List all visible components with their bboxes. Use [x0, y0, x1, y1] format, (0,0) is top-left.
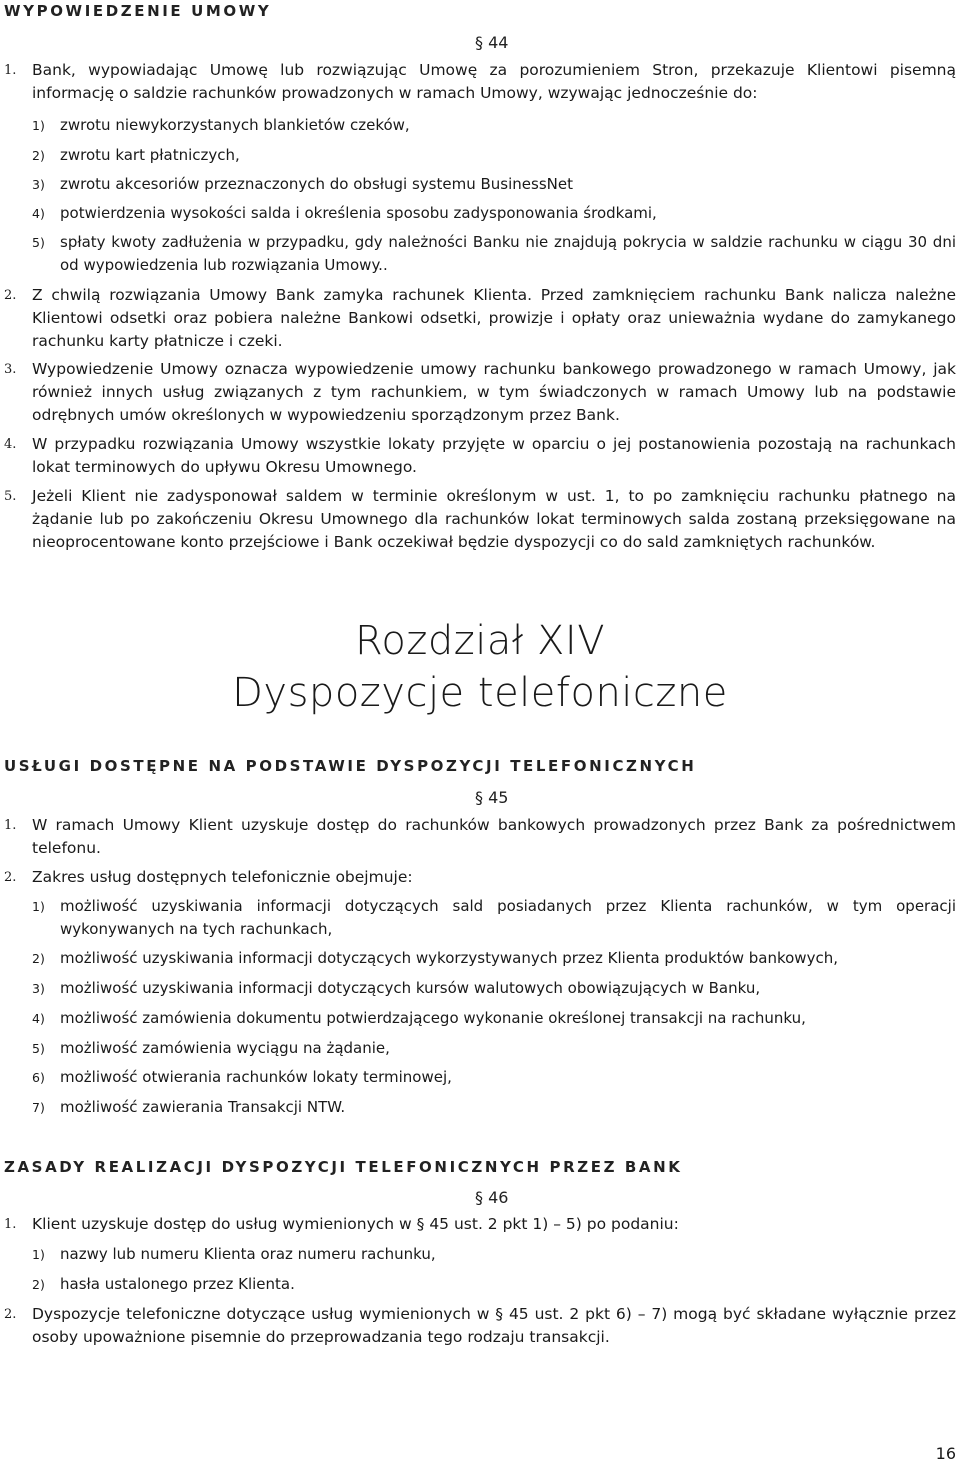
page-number: 16 [935, 1444, 956, 1463]
sub-list-item: 2) możliwość uzyskiwania informacji dotyczących wykorzystywanych przez Klienta produktów bankowych, [32, 949, 838, 967]
list-item: 1. Bank, wypowiadając Umowę lub rozwiązując Umowę za porozumieniem Stron, przekazuje Klientowi pisemną informację o saldzie rachunków prowadzonych w ramach Umowy, wzywając jednocześnie do: [4, 61, 956, 102]
list-item: 2. Zakres usług dostępnych telefonicznie obejmuje: [4, 868, 413, 886]
paragraph-mark-44: § 44 [475, 33, 509, 52]
sub-list-item: 7) możliwość zawierania Transakcji NTW. [32, 1098, 346, 1116]
paragraph-mark-46: § 46 [475, 1188, 509, 1207]
list-item: 1. Klient uzyskuje dostęp do usług wymienionych w § 45 ust. 2 pkt 1) – 5) po podaniu: [4, 1215, 679, 1233]
sub-list-item: 5) możliwość zamówienia wyciągu na żądanie, [32, 1039, 390, 1057]
paragraph-mark-45: § 45 [475, 788, 509, 807]
list-item: 3. Wypowiedzenie Umowy oznacza wypowiedzenie umowy rachunku bankowego prowadzonego w ramach Umowy, jak również innych usług związanych z tym rachunkiem, w tym świadczonych w ramach Umowy lub na podstawie odrębnych umów określonych w wypowiedzeniu sporządzonym przez Bank. [4, 360, 956, 424]
chapter-number: Rozdział XIV [354, 618, 606, 664]
list-item: 1. W ramach Umowy Klient uzyskuje dostęp do rachunków bankowych prowadzonych przez Bank za pośrednictwem telefonu. [4, 816, 956, 857]
sub-list-item: 5) spłaty kwoty zadłużenia w przypadku, gdy należności Banku nie znajdują pokrycia w saldzie rachunku w ciągu 30 dni od wypowiedzenia lub rozwiązania Umowy.. [32, 233, 956, 274]
list-item: 4. W przypadku rozwiązania Umowy wszystkie lokaty przyjęte w oparciu o jej postanowienia pozostają na rachunkach lokat terminowych do upływu Okresu Umownego. [4, 435, 956, 476]
list-item: 2. Z chwilą rozwiązania Umowy Bank zamyka rachunek Klienta. Przed zamknięciem rachunku Bank nalicza należne Klientowi odsetki oraz pobiera należne Bankowi odsetki, prowizje i opłaty oraz unieważnia wydane do zamykanego rachunku karty płatnicze i czeki. [4, 286, 956, 350]
chapter-title: Dyspozycje telefoniczne [232, 670, 728, 716]
section-heading-phone-services: USŁUGI DOSTĘPNE NA PODSTAWIE DYSPOZYCJI TELEFONICZNYCH [4, 757, 697, 775]
sub-list-item: 4) możliwość zamówienia dokumentu potwierdzającego wykonanie określonej transakcji na rachunku, [32, 1009, 806, 1027]
sub-list-item: 3) możliwość uzyskiwania informacji dotyczących kursów walutowych obowiązujących w Banku, [32, 979, 761, 997]
list-item: 5. Jeżeli Klient nie zadysponował saldem w terminie określonym w ust. 1, to po zamknięciu rachunku płatnego na żądanie lub po zakończeniu Okresu Umownego dla rachunków lokat terminowych salda zostaną przeksięgowane na nieoprocentowane konto przejściowe i Bank oczekiwał będzie dyspozycji co do sald zamkniętych rachunków. [4, 487, 956, 551]
section-heading-termination: WYPOWIEDZENIE UMOWY [4, 2, 272, 20]
list-item: 2. Dyspozycje telefoniczne dotyczące usług wymienionych w § 45 ust. 2 pkt 6) – 7) mogą być składane wyłącznie przez osoby upoważnione pisemnie do przeprowadzania tego rodzaju transakcji. [4, 1305, 956, 1346]
sub-list-item: 1) nazwy lub numeru Klienta oraz numeru rachunku, [32, 1245, 436, 1263]
sub-list-item: 1) możliwość uzyskiwania informacji dotyczących sald posiadanych przez Klienta rachunków, w tym operacji wykonywanych na tych rachunkach, [32, 897, 956, 938]
sub-list-item: 6) możliwość otwierania rachunków lokaty terminowej, [32, 1068, 452, 1086]
sub-list-item: 4) potwierdzenia wysokości salda i określenia sposobu zadysponowania środkami, [32, 204, 657, 222]
sub-list-item: 1) zwrotu niewykorzystanych blankietów czeków, [32, 116, 410, 134]
sub-list-item: 3) zwrotu akcesoriów przeznaczonych do obsługi systemu BusinessNet [32, 175, 573, 193]
sub-list-item: 2) zwrotu kart płatniczych, [32, 146, 240, 164]
section-heading-phone-rules: ZASADY REALIZACJI DYSPOZYCJI TELEFONICZNYCH PRZEZ BANK [4, 1158, 683, 1176]
sub-list-item: 2) hasła ustalonego przez Klienta. [32, 1275, 295, 1293]
